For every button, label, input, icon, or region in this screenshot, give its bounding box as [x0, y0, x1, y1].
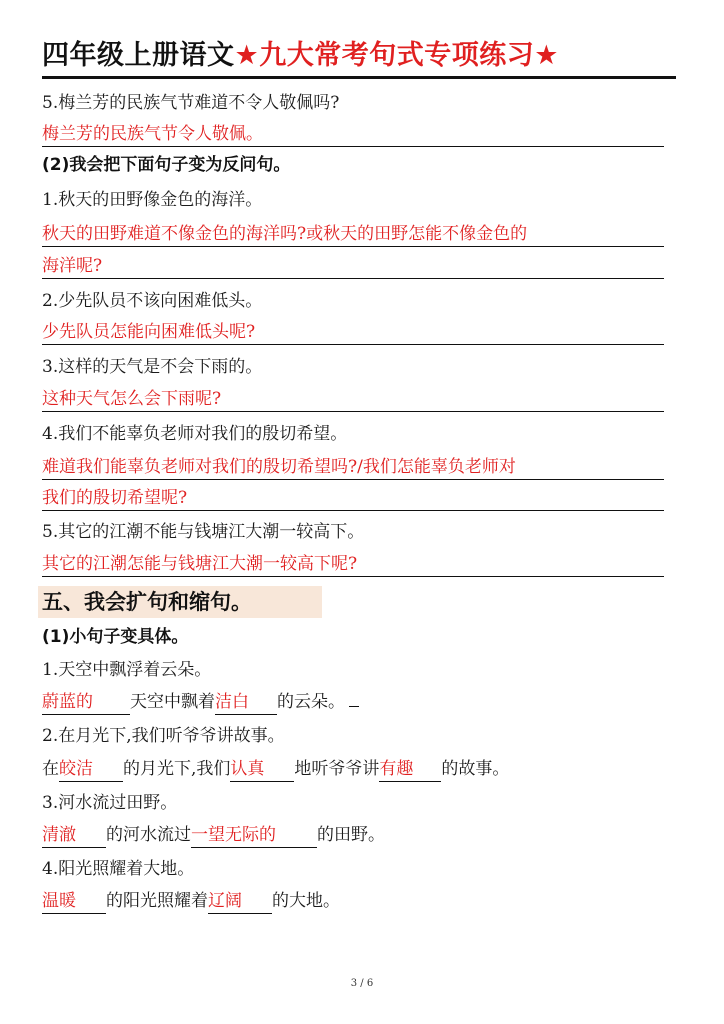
- answer-blank: 清澈: [42, 823, 106, 848]
- title-text: 四年级上册语文: [42, 40, 235, 71]
- subsection-title: (2)我会把下面句子变为反问句。: [42, 155, 291, 175]
- title-highlight: 九大常考句式专项练习: [259, 40, 535, 71]
- question: 3.河水流过田野。: [42, 793, 178, 813]
- question: 3.这样的天气是不会下雨的。: [42, 357, 263, 377]
- sentence-text: 在: [42, 759, 59, 779]
- sentence-text: 天空中飘着: [130, 692, 215, 712]
- page-number: 3 / 6: [350, 978, 374, 989]
- question: 4.我们不能辜负老师对我们的殷切希望。: [42, 424, 348, 444]
- answer: 其它的江潮怎能与钱塘江大潮一较高下呢?: [42, 552, 664, 577]
- answer-blank: 辽阔: [208, 889, 272, 914]
- question: 2.少先队员不该向困难低头。: [42, 291, 263, 311]
- question: 5.其它的江潮不能与钱塘江大潮一较高下。: [42, 522, 365, 542]
- sentence-text: 地听爷爷讲: [294, 759, 380, 779]
- sentence-text: 的田野。: [317, 825, 385, 845]
- answer-blank: 认真: [230, 757, 294, 782]
- subsection-title: (1)小句子变具体。: [42, 627, 189, 647]
- sentence-text: 的阳光照耀着: [106, 891, 208, 911]
- star-icon: ★: [534, 40, 559, 71]
- answer-blank: [349, 706, 359, 707]
- question: 1.天空中飘浮着云朵。: [42, 660, 212, 680]
- page-title: [42, 36, 676, 79]
- fill-answer-row: [42, 889, 664, 914]
- answer: 秋天的田野难道不像金色的海洋吗?或秋天的田野怎能不像金色的: [42, 222, 664, 247]
- answer-blank: 有趣: [379, 757, 441, 782]
- answer: 我们的殷切希望呢?: [42, 486, 664, 511]
- fill-answer-row: [42, 757, 664, 782]
- sentence-text: 的河水流过: [106, 825, 191, 845]
- answer: 梅兰芳的民族气节令人敬佩。: [42, 122, 664, 147]
- answer: 少先队员怎能向困难低头呢?: [42, 320, 664, 345]
- answer-blank: 洁白: [215, 690, 277, 715]
- answer-blank: 蔚蓝的: [42, 690, 130, 715]
- answer: 难道我们能辜负老师对我们的殷切希望吗?/我们怎能辜负老师对: [42, 455, 664, 480]
- star-icon: ★: [234, 40, 260, 71]
- answer-blank: 一望无际的: [191, 823, 317, 848]
- section-title: 五、我会扩句和缩句。: [38, 586, 322, 618]
- question: 2.在月光下,我们听爷爷讲故事。: [42, 726, 285, 746]
- answer-blank: 温暖: [42, 889, 106, 914]
- fill-answer-row: [42, 823, 664, 848]
- fill-answer-row: [42, 690, 664, 715]
- question: 1.秋天的田野像金色的海洋。: [42, 190, 263, 210]
- answer: 海洋呢?: [42, 254, 664, 279]
- sentence-text: 的月光下,我们: [123, 759, 231, 779]
- sentence-text: 的云朵。: [277, 692, 345, 712]
- question: 4.阳光照耀着大地。: [42, 859, 195, 879]
- sentence-text: 的大地。: [272, 891, 340, 911]
- sentence-text: 的故事。: [441, 759, 510, 779]
- answer-blank: 皎洁: [59, 757, 123, 782]
- question: 5.梅兰芳的民族气节难道不令人敬佩吗?: [42, 93, 340, 113]
- answer: 这种天气怎么会下雨呢?: [42, 387, 664, 412]
